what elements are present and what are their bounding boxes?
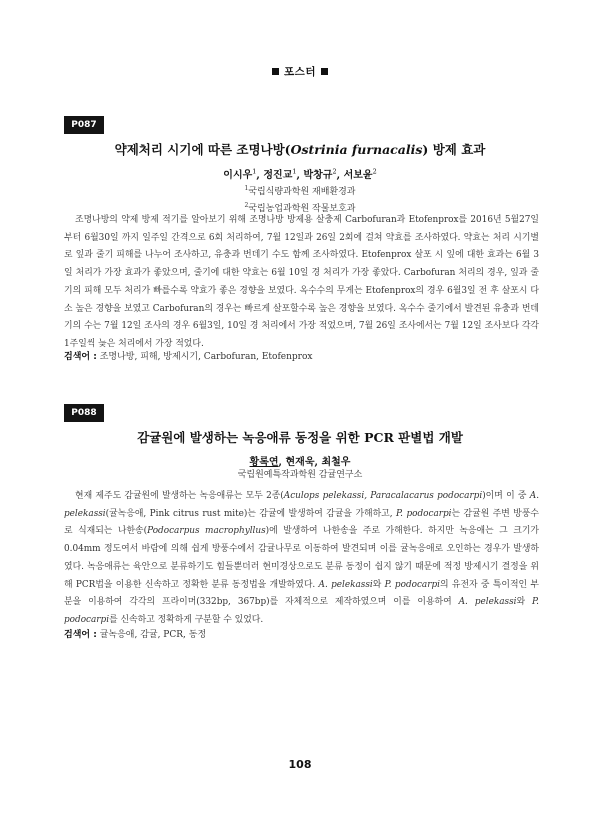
author: 정진교$^1$, xyxy=(263,167,304,181)
keywords-line xyxy=(64,627,539,640)
page-number: 108 xyxy=(288,758,312,771)
scientific-name: Podocarpus macrophyllus xyxy=(147,526,266,537)
abstract-text: 를 신속하고 정확하게 구분할 수 있었다. xyxy=(109,614,264,625)
title-scientific-name: Ostrinia furnacalis xyxy=(290,142,423,157)
author-list xyxy=(60,166,540,181)
title-text: 약제처리 시기에 따른 조명나방( xyxy=(114,142,291,157)
poster-title: 감귤원에 발생하는 녹응애류 동정을 위한 PCR 판별법 개발 xyxy=(137,430,463,445)
affiliation-list xyxy=(60,182,540,216)
keywords-line xyxy=(64,349,539,362)
title-text: ) 방제 효과 xyxy=(422,142,486,157)
abstract-text: )에 발생하여 나한송을 주로 가해한다. 하지만 녹응애는 그 크기가 0.04mm 정도여서 바람에 의해 쉽게 방풍수에서 감귤나무로 이동하여 발견되며 이를 귤녹응애로 오인하는 경우가 발생하였다. 녹응애류는 육안으로 분류하기도 힘들뿐더러 현미경상으로도 분류 동정이 쉽지 않기 때문에 적정 방제시기 결정을 위해 PCR법을 이용한 신속하고 정확한 분류 동정법을 개발하였다. xyxy=(64,526,539,590)
affiliation: 국립원예특작과학원 감귤연구소 xyxy=(237,470,363,480)
keywords-text: 귤녹응애, 감귤, PCR, 동정 xyxy=(99,630,207,640)
abstract-text: (귤녹응애, Pink citrus rust mite)는 감귤에 발생하여 감귤을 가해하고, xyxy=(105,508,397,519)
scientific-name: A. pelekassi xyxy=(64,491,540,519)
keywords-label: 검색어 : xyxy=(64,352,97,362)
author: 서보윤$^2$ xyxy=(343,167,377,181)
author: 최철우 xyxy=(321,457,351,468)
abstract-paragraph xyxy=(64,488,539,630)
abstract-text: 의 유전자 중 특이적인 부분을 이용하여 각각의 프라이머(332bp, 367bp)를 자체적으로 제작하였으며 이를 이용하여 xyxy=(64,579,539,608)
abstract-text: 와 xyxy=(372,579,385,590)
affiliation: $^2$국립농업과학원 작물보호과 xyxy=(244,202,356,214)
square-bullet-icon xyxy=(321,68,328,75)
poster-id-badge: P088 xyxy=(64,404,104,422)
author: 현재욱, xyxy=(285,457,322,468)
keywords-label: 검색어 : xyxy=(64,630,97,640)
author-list: 황록연, 현재욱, 최철우 xyxy=(249,457,351,468)
abstract-paragraph xyxy=(64,212,539,354)
keywords-text: 조명나방, 피해, 방제시기, Carbofuran, Etofenprox xyxy=(99,352,313,362)
poster-title xyxy=(60,140,540,158)
section-label: 포스터 xyxy=(284,66,316,78)
scientific-name: P. podocarpi xyxy=(64,597,539,625)
author: 황록연 xyxy=(249,457,279,468)
scientific-name: Aculops pelekassi, Paracalacarus podocarpi xyxy=(283,491,483,501)
author: 박창규$^2$, xyxy=(303,167,344,181)
scientific-name: P. podocarpi xyxy=(384,579,440,590)
poster-section-header xyxy=(0,64,600,79)
abstract-text: 는 감귤원 주변 방풍수로 식재되는 나한송( xyxy=(64,508,540,537)
scientific-name: P. podocarpi xyxy=(396,508,452,519)
abstract-text: 와 xyxy=(516,597,532,608)
abstract-text: )이며 이 중 xyxy=(482,491,530,501)
author: 이시우$^1$, xyxy=(223,167,264,181)
affiliation: $^1$국립식량과학원 재배환경과 xyxy=(244,185,356,197)
poster-id-badge: P087 xyxy=(64,116,104,134)
abstract-text: 조명나방의 약제 방제 적기를 알아보기 위해 조명나방 방제용 살충제 Carbofuran과 Etofenprox를 2016년 5월27일부터 6월30일 까지 일주일 간격으로 6회 처리하여, 7월 12일과 26일 2회에 걸쳐 약효를 조사하였다. 약효는 처리 시기별로 잎과 줄기 피해를 나누어 조사하고, 유충과 번데기 수도 함께 조사하였다. Etofenprox 살포 시 잎에 대한 효과는 6월 3일 처리가 가장 효과가 좋았으며, 줄기에 대한 약효는 6월 10일 경 처리가 가장 좋았다. Carbofuran 처리의 경우, 잎과 줄기의 피해 모두 처리가 빠를수록 약효가 좋은 경향을 보였다. 옥수수의 무게는 Etofenprox의 경우 6월3일 전 후 살포시 다소 높은 경향을 보였고 Carbofuran의 경우는 빠르게 살포할수록 높은 경향을 보였다. 옥수수 줄기에서 발견된 유충과 번데기의 수는 7월 12일 조사의 경우 6월3일, 10일 경 처리에서 가장 적었으며, 7월 26일 조사에서는 7월 12일 조사보다 각각 1주일씩 늦은 처리에서 가장 적었다. xyxy=(64,215,539,349)
abstract-text: 현재 제주도 감귤원에 발생하는 녹응애류는 모두 2종( xyxy=(75,491,284,501)
square-bullet-icon xyxy=(272,68,279,75)
scientific-name: A. pelekassi xyxy=(458,597,517,608)
scientific-name: A. pelekassi xyxy=(318,579,373,590)
